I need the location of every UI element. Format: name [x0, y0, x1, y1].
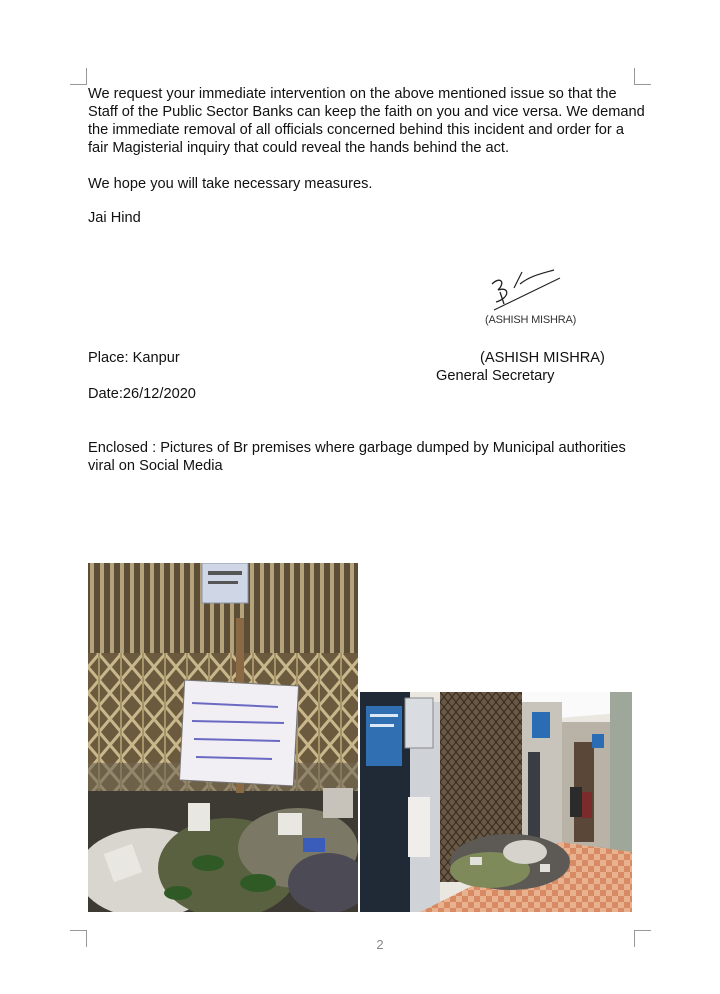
signatory-designation: General Secretary: [436, 368, 555, 384]
signature-caption: (ASHISH MISHRA): [485, 314, 577, 326]
garbage-photo-corridor: [360, 692, 632, 912]
crop-mark-top-right: [634, 68, 651, 85]
crop-mark-top-left: [70, 68, 87, 85]
place-line: Place: Kanpur: [88, 350, 180, 366]
signatory-name: (ASHISH MISHRA): [480, 350, 605, 366]
letter-paragraph-request: We request your immediate intervention on the above mentioned issue so that the Staff of the Public Sector Banks can keep the faith on you and vice versa. We demand the immediate removal of all officials concerned behind this incident and order for a fair Magisterial inquiry that could reveal the hands behind the act.: [88, 86, 645, 156]
letter-closing: Jai Hind: [88, 210, 141, 226]
letter-paragraph-hope: We hope you will take necessary measures.: [88, 176, 373, 192]
date-line: Date:26/12/2020: [88, 386, 196, 402]
enclosure-note: Enclosed : Pictures of Br premises where garbage dumped by Municipal authorities viral on Social Media: [88, 440, 626, 474]
page-number: 2: [376, 937, 384, 952]
crop-mark-bottom-right: [634, 930, 651, 947]
crop-mark-bottom-left: [70, 930, 87, 947]
garbage-photo-shutter: [88, 563, 358, 912]
